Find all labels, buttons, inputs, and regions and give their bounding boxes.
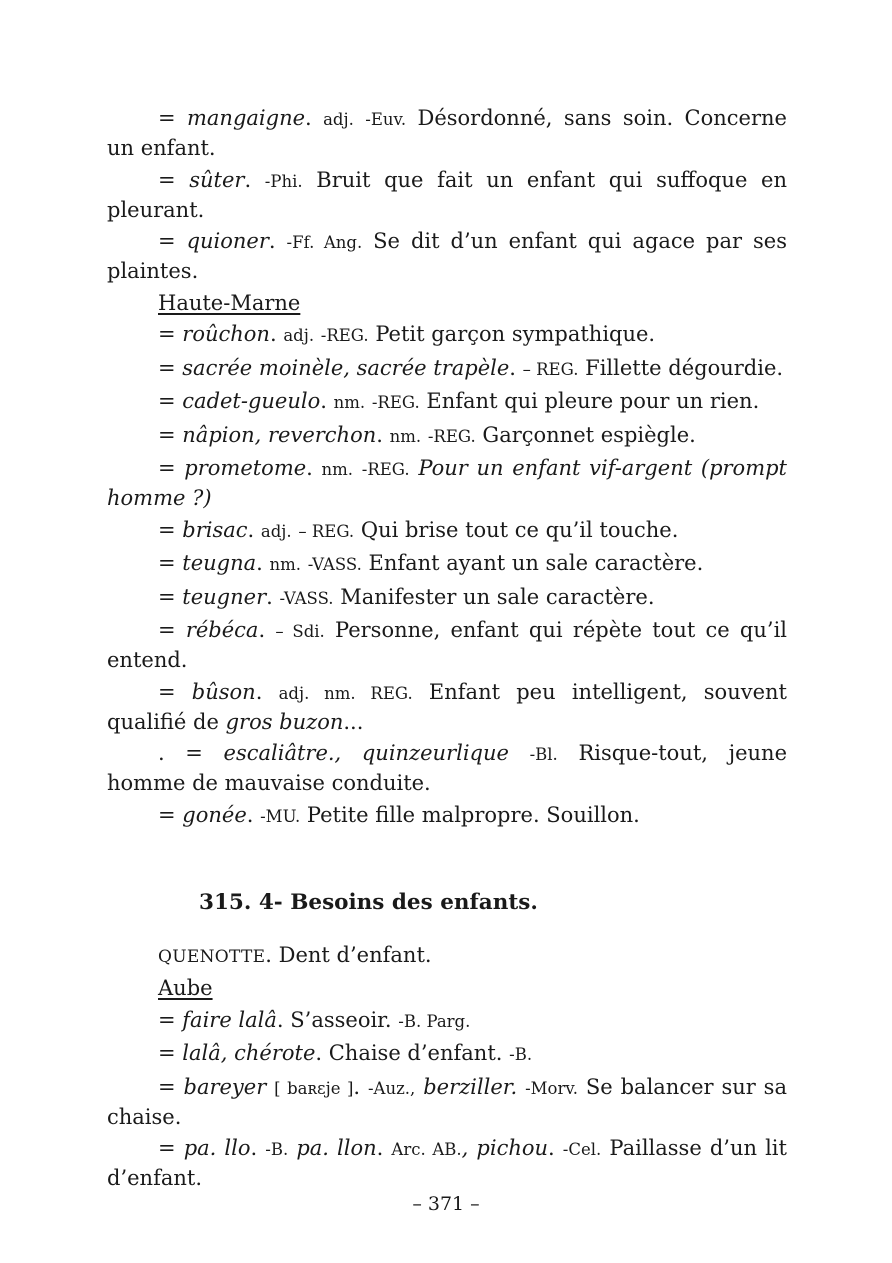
- source: -REG.: [427, 426, 476, 446]
- headword: gonée: [182, 802, 247, 827]
- source: -B.: [509, 1045, 533, 1064]
- headword: nâpion, reverchon: [182, 422, 377, 447]
- definition: Manifester un sale caractère.: [340, 584, 655, 609]
- definition: Personne, enfant qui répète tout ce qu’il entend.: [107, 618, 787, 672]
- entry-lala: = lalâ, chérote. Chaise d’enfant. -B.: [158, 1041, 533, 1065]
- grammar: adj. nm. REG.: [278, 683, 413, 703]
- headword: lalâ, chérote: [182, 1041, 316, 1065]
- headword: bûson: [191, 679, 256, 704]
- headword: sacrée moinèle, sacrée trapèle: [182, 355, 510, 380]
- source: -REG.: [371, 393, 420, 412]
- definition: Enfant peu intelligent, souvent qualifié de: [107, 679, 787, 734]
- entry-rebeca: = rébéca. – Sdi. Personne, enfant qui répète tout ce qu’il entend.: [107, 618, 787, 672]
- entry-buson: = bûson. adj. nm. REG. Enfant peu intelligent, souvent qualifié de gros buzon...: [107, 679, 787, 734]
- source: -Phi.: [264, 171, 303, 191]
- source: – REG.: [522, 359, 579, 379]
- headword: roûchon: [182, 322, 270, 346]
- source: -B.: [265, 1140, 289, 1159]
- headword: prometome: [184, 456, 307, 480]
- definition-term: gros buzon: [225, 709, 344, 734]
- entry-suter: = sûter. -Phi. Bruit que fait un enfant qui suffoque en pleurant.: [107, 167, 787, 222]
- headword-2: pa. llon: [296, 1136, 377, 1160]
- definition: Pour un enfant vif-argent (prompt homme ?): [107, 456, 787, 510]
- source-3: -Cel.: [562, 1140, 602, 1159]
- definition: Enfant ayant un sale caractère.: [368, 551, 704, 575]
- headword: rébéca: [185, 618, 259, 642]
- phonetic: [ baʀɛje ]: [274, 1078, 354, 1098]
- source: -Bl.: [529, 745, 558, 764]
- definition: Se dit d’un enfant qui agace par ses plaintes.: [107, 229, 787, 283]
- definition: Se balancer sur sa chaise.: [107, 1074, 787, 1129]
- headword: mangaigne: [186, 106, 306, 130]
- entry-faire-lala: = faire lalâ. S’asseoir. -B. Parg.: [158, 1007, 471, 1032]
- headword: teugner: [182, 584, 267, 609]
- entry-cadet-gueulo: = cadet-gueulo. nm. -REG. Enfant qui pleure pour un rien.: [158, 389, 760, 413]
- section-heading: 315. 4- Besoins des enfants.: [199, 889, 538, 915]
- grammar: nm.: [321, 460, 354, 479]
- headword: QUENOTTE: [158, 946, 266, 967]
- entry-quenotte: [107, 941, 787, 971]
- headword: cadet-gueulo: [182, 389, 321, 413]
- entry-quioner: = quioner. -Ff. Ang. Se dit d’un enfant qui agace par ses plaintes.: [107, 229, 787, 283]
- headword: sûter: [189, 167, 245, 192]
- source: -REG.: [361, 460, 410, 479]
- headword: bareyer: [183, 1074, 267, 1099]
- grammar: nm.: [269, 555, 302, 574]
- source: -Ff. Ang.: [286, 233, 363, 252]
- definition: . Dent d’enfant.: [265, 942, 432, 967]
- grammar: adj.: [283, 326, 315, 345]
- headword: pa. llo: [183, 1136, 251, 1160]
- grammar: adj.: [260, 521, 292, 541]
- definition: Risque-tout, jeune homme de mauvaise conduite.: [107, 741, 787, 795]
- source: -B. Parg.: [398, 1011, 471, 1031]
- entry-teugner: = teugner. -VASS. Manifester un sale caractère.: [158, 584, 655, 609]
- grammar: nm.: [333, 393, 366, 412]
- source: – REG.: [298, 521, 355, 541]
- definition: Garçonnet espiègle.: [482, 422, 696, 447]
- entry-gonee: = gonée. -MU. Petite fille malpropre. Souillon.: [158, 802, 640, 827]
- entry-brisac: = brisac. adj. – REG. Qui brise tout ce qu’il touche.: [158, 517, 679, 542]
- definition: Qui brise tout ce qu’il touche.: [360, 517, 679, 542]
- region-heading-aube: Aube: [158, 976, 213, 1000]
- headword-2: berziller.: [423, 1074, 518, 1099]
- source-2: -Morv.: [525, 1078, 578, 1098]
- source: -VASS.: [279, 588, 334, 608]
- entry-mangaigne: = mangaigne. adj. -Euv. Désordonné, sans soin. Concerne un enfant.: [107, 106, 787, 160]
- definition: Fillette dégourdie.: [585, 355, 784, 380]
- entry-rouchon: = roûchon. adj. -REG. Petit garçon sympathique.: [158, 322, 656, 346]
- definition: Paillasse d’un lit d’enfant.: [107, 1136, 787, 1190]
- headword-3: , pichou: [461, 1136, 549, 1160]
- source: -Auz.,: [367, 1078, 416, 1098]
- definition: . S’asseoir.: [276, 1007, 399, 1032]
- source: -MU.: [260, 806, 301, 826]
- entry-bareyer: = bareyer [ baʀɛje ]. -Auz., berziller. -Morv. Se balancer sur sa chaise.: [107, 1074, 787, 1129]
- definition: Enfant qui pleure pour un rien.: [426, 389, 760, 413]
- headword: quioner: [186, 229, 269, 253]
- source: -Euv.: [365, 110, 407, 129]
- headword: escaliâtre., quinzeurlique: [223, 741, 509, 765]
- definition: . Chaise d’enfant.: [315, 1041, 510, 1065]
- page-number: – 371 –: [412, 1193, 480, 1215]
- source-2: Arc. AB.: [391, 1140, 462, 1159]
- source: -REG.: [320, 326, 369, 345]
- entry-sacree: = sacrée moinèle, sacrée trapèle. – REG. Fillette dégourdie.: [158, 355, 784, 380]
- source: -VASS.: [307, 555, 362, 574]
- page-body: [107, 104, 787, 1196]
- headword: brisac: [182, 517, 248, 542]
- source: – Sdi.: [275, 622, 325, 641]
- entry-prometome: = prometome. nm. -REG. Pour un enfant vif-argent (prompt homme ?): [107, 456, 787, 510]
- entry-escaliatre: . = escaliâtre., quinzeurlique -Bl. Risque-tout, jeune homme de mauvaise conduite.: [107, 741, 787, 795]
- grammar: nm.: [389, 426, 422, 446]
- entry-teugna: = teugna. nm. -VASS. Enfant ayant un sale caractère.: [158, 551, 704, 575]
- region-heading-haute-marne: Haute-Marne: [158, 290, 301, 315]
- definition: Petit garçon sympathique.: [375, 322, 656, 346]
- definition: Bruit que fait un enfant qui suffoque en pleurant.: [107, 167, 787, 222]
- entry-pallo: = pa. llo. -B. pa. llon. Arc. AB., pichou. -Cel. Paillasse d’un lit d’enfant.: [107, 1136, 787, 1190]
- definition: Petite fille malpropre. Souillon.: [306, 802, 640, 827]
- definition: Désordonné, sans soin. Concerne un enfant.: [107, 106, 787, 160]
- grammar: adj.: [323, 110, 354, 129]
- headword: teugna: [182, 551, 257, 575]
- entry-napion: = nâpion, reverchon. nm. -REG. Garçonnet espiègle.: [158, 422, 696, 447]
- headword: faire lalâ: [182, 1007, 277, 1032]
